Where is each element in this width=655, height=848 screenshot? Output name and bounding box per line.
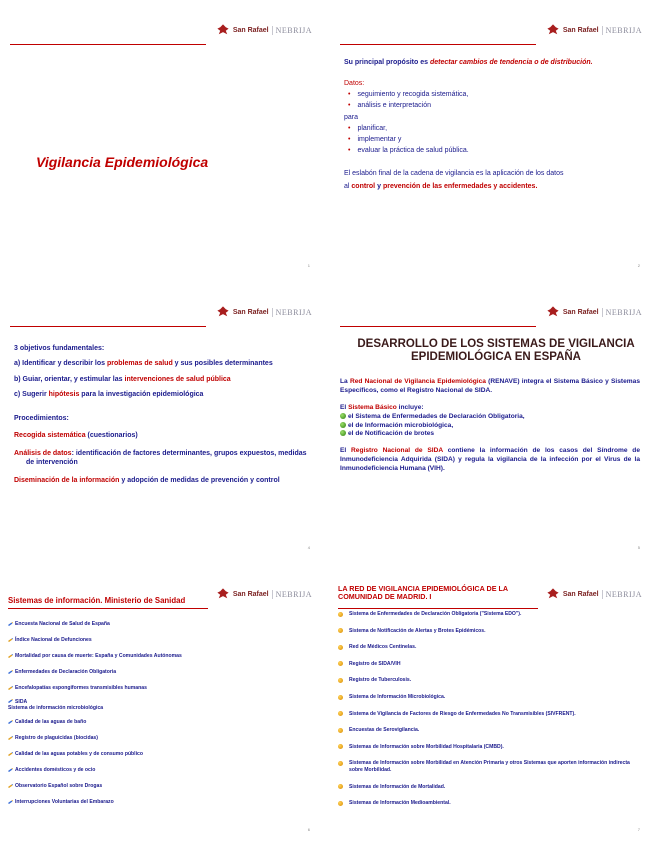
list-item	[8, 778, 310, 794]
logo-sanrafael: San Rafael	[562, 26, 599, 34]
list-item-text: Sistemas de Información de Mortalidad.	[349, 783, 446, 790]
gold-dot-icon	[338, 784, 343, 789]
header-rule	[338, 608, 538, 609]
logo-nebrija: NEBRIJA	[602, 308, 642, 317]
list-item: • evaluar la práctica de salud pública.	[344, 146, 640, 157]
slide-title: Vigilancia Epidemiológica	[36, 154, 209, 170]
green-dot-icon	[340, 413, 346, 419]
p1b: Red Nacional de Vigilancia Epidemiológica	[349, 378, 486, 385]
gold-dot-icon	[338, 744, 343, 749]
procedure-2	[14, 449, 308, 468]
p3b: Registro Nacional de SIDA	[351, 447, 443, 455]
madrid-network-list	[338, 611, 638, 817]
purpose-text	[344, 58, 640, 69]
logo-nebrija: NEBRIJA	[272, 26, 312, 35]
datos-label: Datos:	[344, 79, 365, 87]
purpose-emphasis: detectar cambios de tendencia o de distribución.	[429, 59, 593, 66]
slide-5	[6, 580, 316, 842]
objective-c	[14, 390, 308, 399]
gold-dot-icon	[338, 711, 343, 716]
san-rafael-crest-icon	[546, 23, 560, 37]
slide-content	[340, 378, 640, 474]
pen-bullet-icon	[8, 686, 13, 690]
slide-3	[6, 298, 316, 560]
pen-bullet-icon	[8, 768, 13, 772]
page-number: 4	[307, 545, 310, 550]
proc-1b: (cuestionarios)	[85, 432, 138, 440]
slide-content	[14, 344, 308, 493]
procedure-3	[14, 476, 308, 485]
list-item-text: Mortalidad por causa de muerte: España y Comunidades Autónomas	[15, 653, 182, 659]
p1c: (RENAVE) integra el Sistema Básico y Sistemas Específicos, como el Registro Nacional de SIDA.	[340, 378, 640, 394]
gold-dot-icon	[338, 612, 343, 617]
list-item-text: Sistema de Información Microbiológica.	[349, 694, 446, 701]
final-text	[344, 167, 640, 194]
list-item-text: Calidad de las aguas de baño	[15, 719, 87, 725]
logo-nebrija: NEBRIJA	[272, 590, 312, 599]
list-item-text: Calidad de las aguas potables y de consumo público	[15, 751, 143, 757]
list-item: • análisis e interpretación	[344, 101, 640, 112]
pen-bullet-icon	[8, 720, 13, 724]
list-item-text: Índice Nacional de Defunciones	[15, 637, 92, 643]
san-rafael-crest-icon	[216, 587, 230, 601]
pen-bullet-icon	[8, 752, 13, 756]
logo	[216, 23, 312, 37]
basic-system-heading	[340, 404, 640, 413]
list-item-text: Sistema de información microbiológica	[8, 705, 104, 711]
obj-b-2: intervenciones de salud pública	[124, 375, 231, 383]
list-item-text: Sistemas de Información sobre Morbilidad Hospitalaria (CMBD).	[349, 743, 504, 750]
logo	[216, 587, 312, 601]
list-item	[8, 762, 310, 778]
list-item	[338, 711, 638, 718]
proc-2b: : identificación de factores determinantes, grupos expuestos, medidas de intervención	[26, 449, 307, 467]
purpose-prefix: Su principal propósito es	[344, 59, 430, 66]
list-item-text: el Sistema de Enfermedades de Declaración Obligatoria,	[348, 412, 525, 420]
san-rafael-crest-icon	[546, 305, 560, 319]
list-item-text: Enfermedades de Declaración Obligatoria	[15, 669, 117, 675]
san-rafael-crest-icon	[216, 23, 230, 37]
procedures-heading: Procedimientos:	[14, 414, 69, 422]
pen-bullet-icon	[8, 670, 13, 674]
slide-1	[6, 16, 316, 278]
list-item	[338, 727, 638, 734]
list-item-text: Sistemas de Información sobre Morbilidad en Atención Primaria y otros Sistemas que aporten información indirecta sobre Morbilidad.	[349, 760, 630, 774]
final-2c: y	[375, 183, 383, 191]
list-item-text: Observatorio Español sobre Drogas	[15, 783, 103, 789]
slide-content	[344, 58, 640, 193]
logo	[546, 23, 642, 37]
slide-4	[336, 298, 646, 560]
list-item-text: Sistemas de Información Medioambiental.	[349, 800, 451, 807]
slide-6	[336, 580, 646, 842]
basic-a: El	[340, 403, 349, 411]
logo	[546, 587, 642, 601]
green-dot-icon	[340, 430, 346, 436]
page-number: 2	[637, 263, 640, 268]
para-label: para	[344, 114, 359, 122]
list-item-text: Encuesta Nacional de Salud de España	[15, 621, 110, 627]
proc-1a: Recogida sistemática	[14, 432, 86, 440]
san-rafael-crest-icon	[546, 587, 560, 601]
logo	[216, 305, 312, 319]
gold-dot-icon	[338, 645, 343, 650]
list-item-text: el de Información microbiológica,	[348, 421, 454, 429]
list-item	[8, 794, 310, 810]
proc-3a: Diseminación de la información	[14, 476, 120, 484]
pen-bullet-icon	[8, 622, 13, 626]
list-item-text: Sistema de Notificación de Alertas y Brotes Epidémicos.	[349, 627, 486, 634]
obj-c-3: para la investigación epidemiológica	[79, 391, 204, 399]
list-item	[338, 800, 638, 807]
list-item	[338, 784, 638, 791]
p1a: La	[340, 378, 350, 385]
final-line-1: El eslabón final de la cadena de vigilancia es la aplicación de los datos	[344, 169, 564, 177]
list-item	[8, 730, 310, 746]
gold-dot-icon	[338, 761, 343, 766]
list-item	[338, 628, 638, 635]
final-line-2	[344, 180, 640, 193]
page-number: 1	[307, 263, 310, 268]
list-item: • planificar,	[344, 124, 640, 135]
proc-3b: y adopción de medidas de prevención y control	[119, 476, 280, 484]
list-item-text: Sistema de Enfermedades de Declaración Obligatoria ("Sistema EDO").	[349, 611, 522, 617]
list-item	[8, 714, 310, 730]
pen-bullet-icon	[8, 736, 13, 740]
slide-header: LA RED DE VIGILANCIA EPIDEMIOLÓGICA DE LA COMUNIDAD DE MADRID. I	[338, 584, 508, 601]
basic-b: Sistema Básico	[348, 403, 397, 411]
pen-bullet-icon	[8, 638, 13, 642]
p3a: El	[340, 447, 352, 455]
slide-2	[336, 16, 646, 278]
page-number: 6	[307, 827, 310, 832]
gold-dot-icon	[338, 801, 343, 806]
logo-sanrafael: San Rafael	[232, 308, 269, 316]
obj-a-2: problemas de salud	[106, 360, 173, 368]
final-2a: al	[344, 183, 352, 191]
final-2b: control	[351, 183, 376, 191]
sida-paragraph	[340, 447, 640, 474]
p3c: contiene la información de los casos del Síndrome de Inmunodeficiencia Adquirida (SIDA) y regula la vigilancia de la infección por el Virus de la Inmunodeficiencia Humana (VIH).	[340, 447, 641, 473]
obj-a-1: a) Identificar y describir los	[14, 360, 107, 368]
page-number: 7	[637, 827, 640, 832]
list-item	[8, 664, 310, 680]
list-item	[338, 644, 638, 651]
list-item-text: Registro de plaguicidas (biocidas)	[15, 735, 98, 741]
list-item	[8, 696, 310, 714]
obj-b-1: b) Guiar, orientar, y estimular las	[14, 375, 125, 383]
list-item-text: Interrupciones Voluntarias del Embarazo	[15, 799, 114, 805]
gold-dot-icon	[338, 661, 343, 666]
list-item-text: el de Notificación de brotes	[348, 430, 435, 438]
obj-c-2: hipótesis	[48, 391, 80, 399]
list-item	[338, 611, 638, 618]
list-item: • seguimiento y recogida sistemática,	[344, 90, 640, 101]
gold-dot-icon	[338, 678, 343, 683]
gold-dot-icon	[338, 728, 343, 733]
gold-dot-icon	[338, 628, 343, 633]
header-rule	[340, 326, 536, 327]
green-dot-icon	[340, 422, 346, 428]
list-item	[8, 616, 310, 632]
proc-2a: Análisis de datos	[14, 449, 72, 457]
list-item	[340, 413, 640, 422]
info-systems-list	[8, 616, 310, 810]
list-item	[338, 744, 638, 751]
objectives-heading: 3 objetivos fundamentales:	[14, 345, 105, 352]
header-rule	[8, 608, 208, 609]
procedure-1	[14, 431, 308, 440]
list-item	[340, 430, 640, 439]
logo-sanrafael: San Rafael	[232, 590, 269, 598]
logo-sanrafael: San Rafael	[232, 26, 269, 34]
list-item-text: Registro de SIDA/VIH	[349, 660, 401, 667]
san-rafael-crest-icon	[216, 305, 230, 319]
slide-title: DESARROLLO DE LOS SISTEMAS DE VIGILANCIA EPIDEMIOLÓGICA EN ESPAÑA	[357, 338, 635, 364]
logo-sanrafael: San Rafael	[562, 590, 599, 598]
list-item	[338, 661, 638, 668]
gold-dot-icon	[338, 695, 343, 700]
list-item-text: Encuestas de Serovigilancia.	[349, 727, 420, 734]
obj-a-3: y sus posibles determinantes	[172, 360, 273, 368]
objective-b	[14, 375, 308, 384]
slide-header: Sistemas de información. Ministerio de Sanidad	[8, 596, 186, 605]
list-item	[338, 677, 638, 684]
logo-nebrija: NEBRIJA	[602, 26, 642, 35]
objective-a	[14, 359, 308, 368]
list-item	[338, 760, 638, 773]
list-item	[8, 746, 310, 762]
header-rule	[10, 326, 206, 327]
basic-c: incluye:	[396, 403, 424, 411]
header-rule	[340, 44, 536, 45]
renave-paragraph	[340, 378, 640, 396]
list-item-text: Registro de Tuberculosis.	[349, 677, 412, 684]
logo-nebrija: NEBRIJA	[602, 590, 642, 599]
pen-bullet-icon	[8, 784, 13, 788]
list-item-text: Accidentes domésticos y de ocio	[15, 767, 96, 773]
page-number: 5	[637, 545, 640, 550]
list-item	[8, 648, 310, 664]
obj-c-1: c) Sugerir	[14, 391, 49, 399]
header-rule	[10, 44, 206, 45]
list-item-text: Encefalopatías espongiformes transmisibles humanas	[15, 685, 147, 691]
list-item	[8, 680, 310, 696]
pen-bullet-icon	[8, 800, 13, 804]
final-2d: prevención de las enfermedades y accidentes.	[382, 183, 538, 191]
list-item: • implementar y	[344, 135, 640, 146]
list-item-text: Sistema de Vigilancia de Factores de Riesgo de Enfermedades No Transmisibles (SIVFRENT).	[349, 710, 576, 717]
list-item-text: SIDA	[15, 699, 28, 705]
list-item	[8, 632, 310, 648]
list-item	[340, 422, 640, 431]
pen-bullet-icon	[8, 699, 13, 703]
list-item	[338, 694, 638, 701]
logo-sanrafael: San Rafael	[562, 308, 599, 316]
list-item-text: Red de Médicos Centinelas.	[349, 644, 417, 651]
pen-bullet-icon	[8, 654, 13, 658]
logo	[546, 305, 642, 319]
logo-nebrija: NEBRIJA	[272, 308, 312, 317]
